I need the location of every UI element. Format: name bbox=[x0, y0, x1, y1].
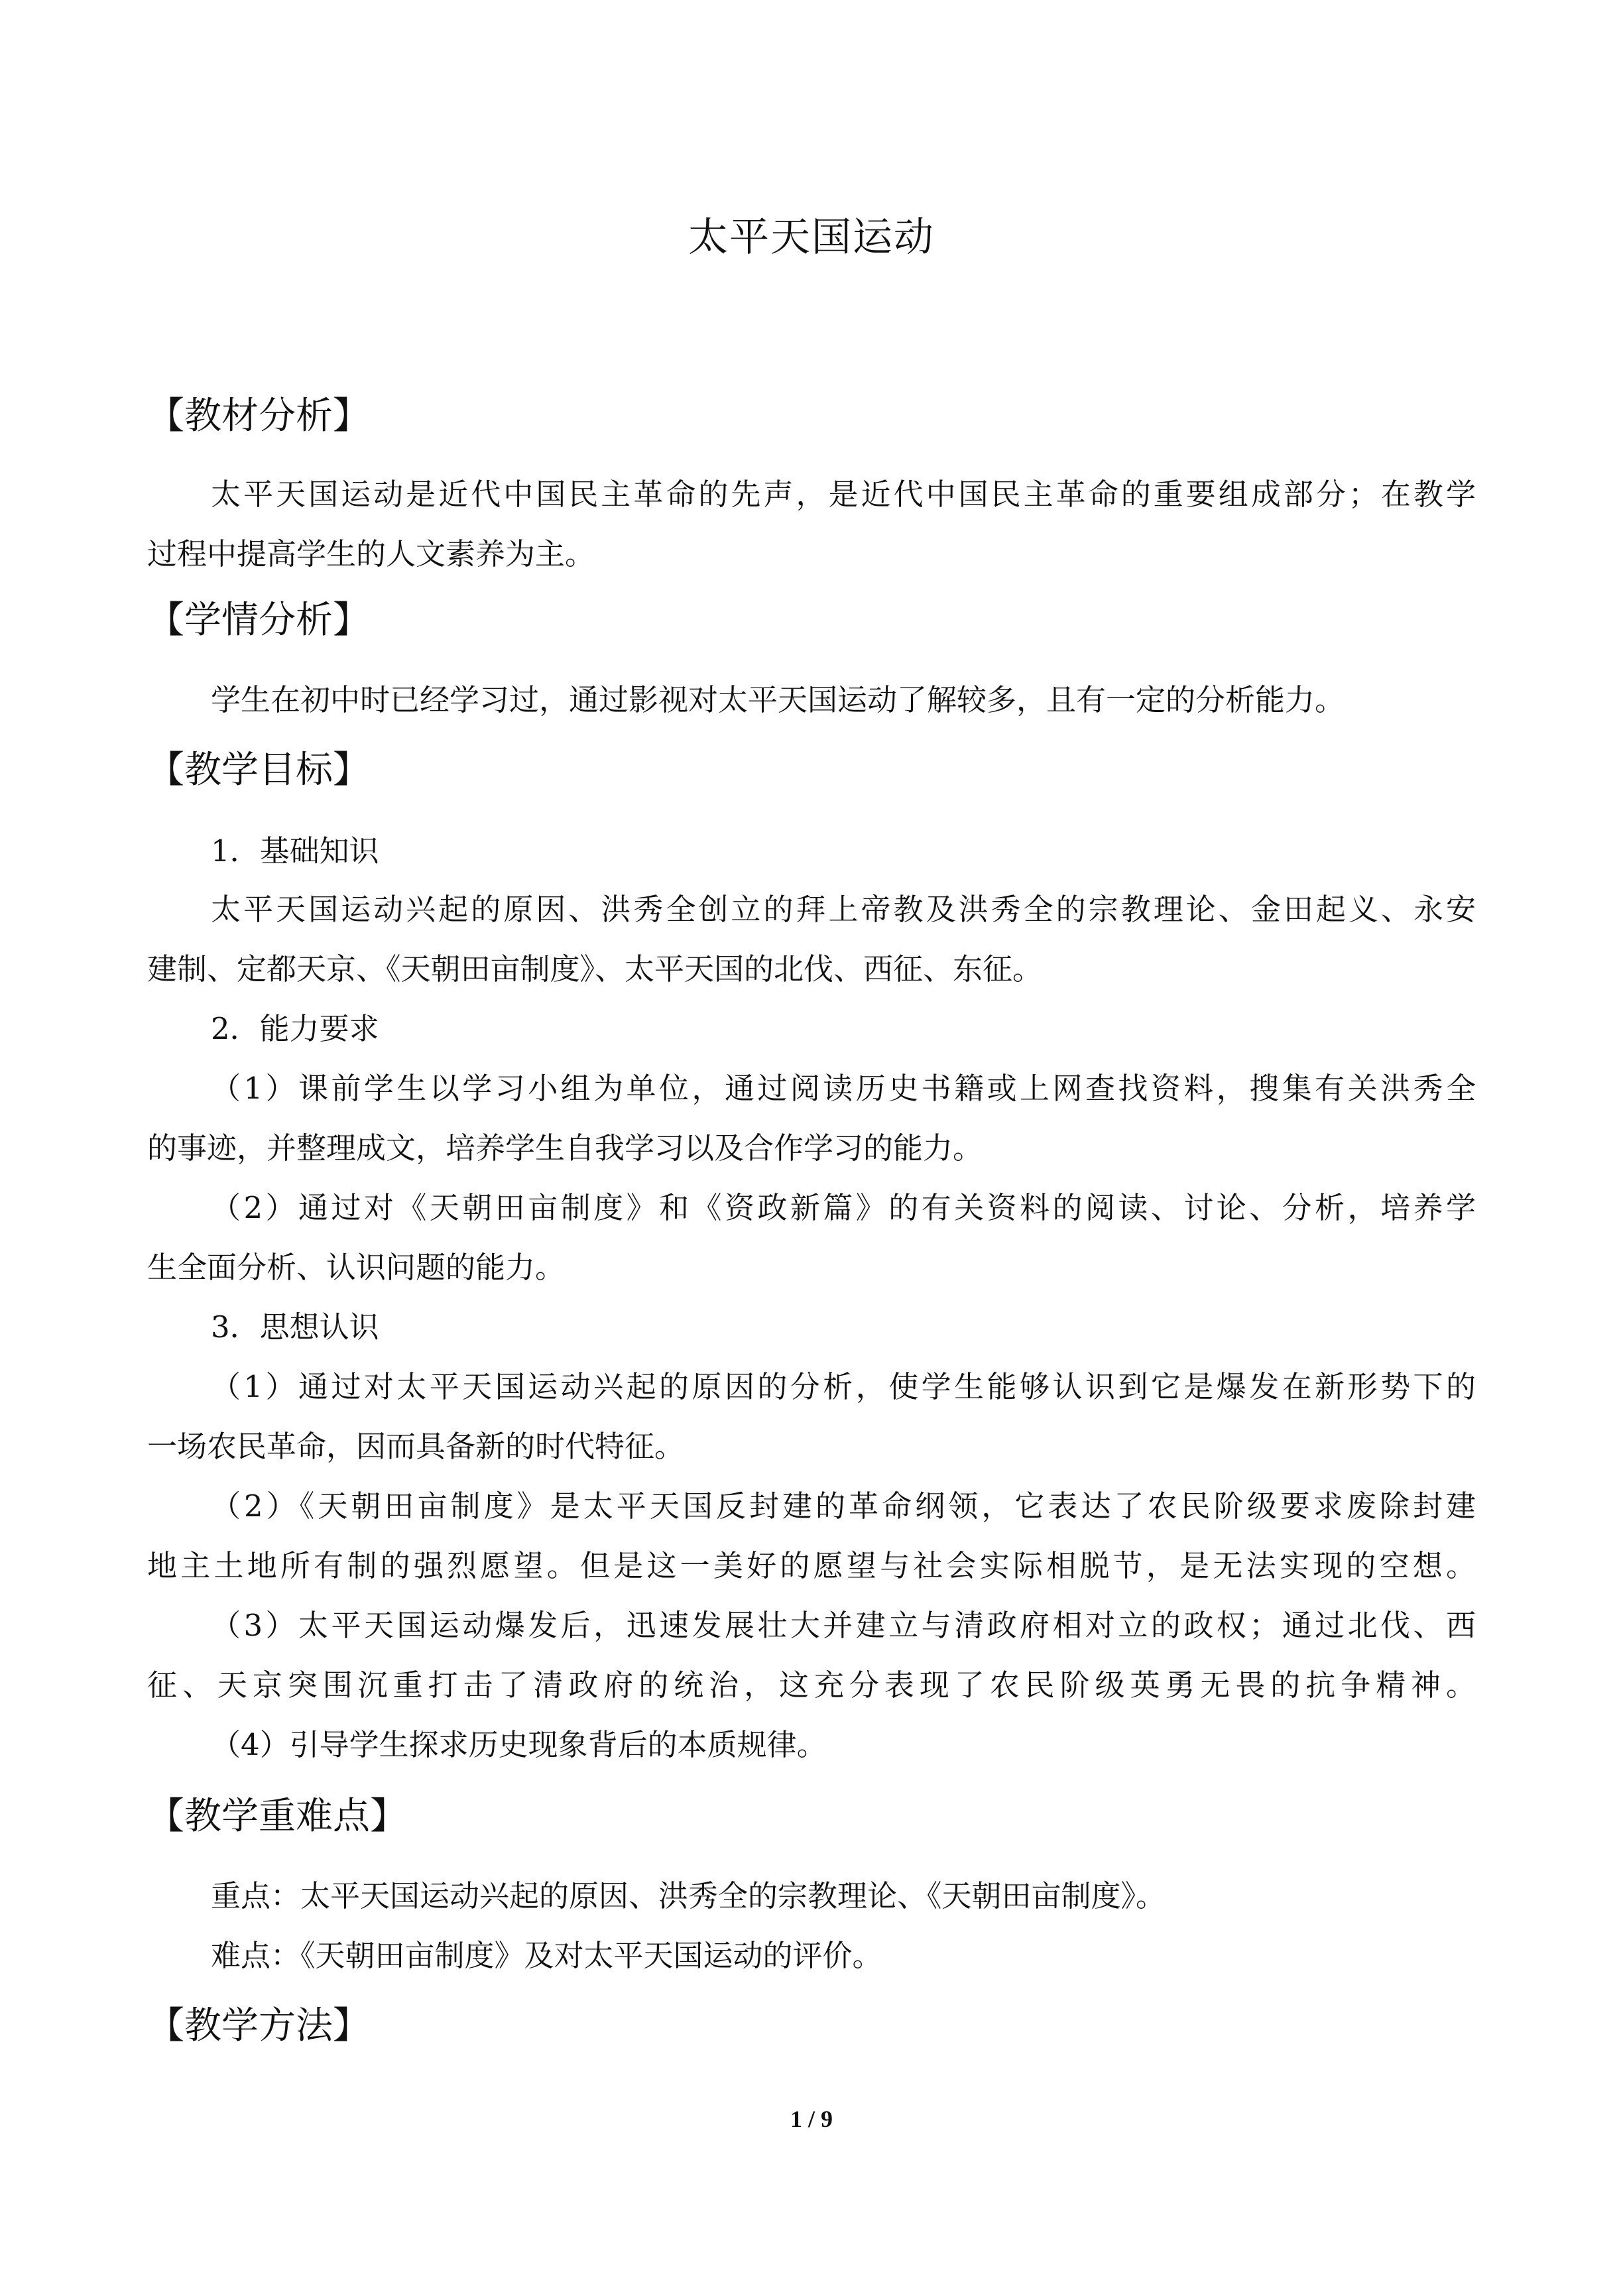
goals-thought-line-7: （4）引导学生探求历史现象背后的本质规律。 bbox=[211, 1727, 827, 1762]
section-heading-goals: 【教学目标】 bbox=[147, 749, 370, 792]
goals-basic-line-1: 太平天国运动兴起的原因、洪秀全创立的拜上帝教及洪秀全的宗教理论、金田起义、永安 bbox=[211, 892, 1476, 927]
goals-ability-line-1: （1）课前学生以学习小组为单位，通过阅读历史书籍或上网查找资料，搜集有关洪秀全 bbox=[211, 1071, 1476, 1106]
goals-thought-line-2: 一场农民革命，因而具备新的时代特征。 bbox=[147, 1429, 685, 1464]
page-title: 太平天国运动 bbox=[688, 214, 935, 261]
goals-ability-line-4: 生全面分析、认识问题的能力。 bbox=[147, 1250, 566, 1285]
goals-thought-line-5: （3）太平天国运动爆发后，迅速发展壮大并建立与清政府相对立的政权；通过北伐、西 bbox=[211, 1608, 1476, 1643]
goals-thought-line-3: （2）《天朝田亩制度》是太平天国反封建的革命纲领，它表达了农民阶级要求废除封建 bbox=[211, 1488, 1476, 1524]
students-line-1: 学生在初中时已经学习过，通过影视对太平天国运动了解较多，且有一定的分析能力。 bbox=[211, 682, 1345, 717]
goals-subheading-2: 2．能力要求 bbox=[211, 1011, 379, 1046]
goals-basic-line-2: 建制、定都天京、《天朝田亩制度》、太平天国的北伐、西征、东征。 bbox=[147, 951, 1043, 987]
analysis-line-2: 过程中提高学生的人文素养为主。 bbox=[147, 536, 595, 572]
difficult-point-line: 难点：《天朝田亩制度》及对太平天国运动的评价。 bbox=[211, 1938, 882, 1973]
section-heading-analysis: 【教材分析】 bbox=[147, 394, 370, 438]
goals-thought-line-6: 征、天京突围沉重打击了清政府的统治，这充分表现了农民阶级英勇无畏的抗争精神。 bbox=[147, 1667, 1476, 1703]
section-heading-key-points: 【教学重难点】 bbox=[147, 1795, 407, 1838]
goals-thought-line-4: 地主土地所有制的强烈愿望。但是这一美好的愿望与社会实际相脱节，是无法实现的空想。 bbox=[147, 1548, 1476, 1583]
analysis-line-1: 太平天国运动是近代中国民主革命的先声，是近代中国民主革命的重要组成部分；在教学 bbox=[211, 477, 1476, 512]
goals-ability-line-2: 的事迹，并整理成文，培养学生自我学习以及合作学习的能力。 bbox=[147, 1130, 983, 1166]
page-number: 1 / 9 bbox=[790, 2106, 833, 2132]
section-heading-methods: 【教学方法】 bbox=[147, 2004, 370, 2047]
goals-subheading-3: 3．思想认识 bbox=[211, 1309, 379, 1345]
goals-subheading-1: 1．基础知识 bbox=[211, 833, 379, 869]
goals-thought-line-1: （1）通过对太平天国运动兴起的原因的分析，使学生能够认识到它是爆发在新形势下的 bbox=[211, 1369, 1476, 1404]
key-point-line: 重点：太平天国运动兴起的原因、洪秀全的宗教理论、《天朝田亩制度》。 bbox=[211, 1878, 1166, 1913]
section-heading-students: 【学情分析】 bbox=[147, 599, 370, 642]
goals-ability-line-3: （2）通过对《天朝田亩制度》和《资政新篇》的有关资料的阅读、讨论、分析，培养学 bbox=[211, 1190, 1476, 1225]
